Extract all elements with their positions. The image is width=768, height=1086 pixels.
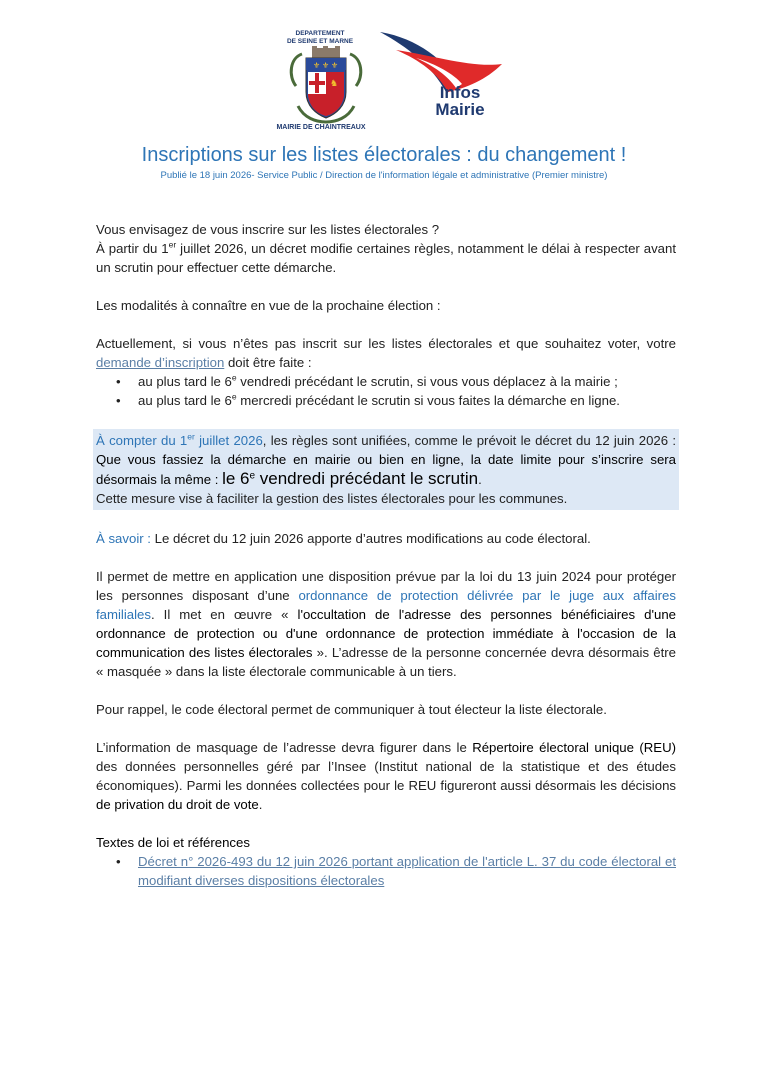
permet-paragraph	[96, 567, 676, 681]
actuel-paragraph	[96, 334, 676, 372]
textes-heading: Textes de loi et références	[96, 835, 250, 850]
department-label	[270, 30, 370, 46]
highlight-deadline-sup: e	[249, 470, 256, 482]
highlight-box	[93, 429, 679, 510]
modalites-paragraph: Les modalités à connaître en vue de la prochaine élection :	[96, 298, 441, 313]
bullet-text-b: mercredi précédant le scrutin si vous faites la démarche en ligne.	[236, 393, 620, 408]
header	[0, 0, 768, 140]
logo-line-1: Infos	[439, 83, 481, 102]
infos-mairie-wordmark	[420, 84, 500, 118]
bullet-sup: e	[231, 372, 237, 383]
logo-line-2: Mairie	[435, 100, 485, 119]
masquage-text-c: des données personnelles géré par l’Insee (Institut national de la statistique et des études économiques). Parmi les données collectées pour le REU figureront aussi désormais les décisions	[96, 759, 676, 793]
mairie-name: MAIRIE DE CHAINTREAUX	[276, 124, 366, 131]
highlight-date-a: À compter du 1	[96, 433, 188, 448]
bullet-list	[96, 372, 676, 410]
svg-text:♞: ♞	[330, 79, 339, 89]
rappel-paragraph: Pour rappel, le code électoral permet de communiquer à tout électeur la liste électorale.	[96, 702, 607, 717]
masquage-text-a: L’information de masquage de l’adresse devra figurer dans le	[96, 740, 473, 755]
highlight-text-h: Cette mesure vise à faciliter la gestion des listes électorales pour les communes.	[96, 491, 568, 506]
references-list	[96, 852, 676, 890]
highlight-period: .	[478, 472, 482, 487]
actuel-text-a: Actuellement, si vous n’êtes pas inscrit sur les listes électorales et que souhaitez voter, votre	[96, 336, 676, 351]
page-title: Inscriptions sur les listes électorales : du changement !	[141, 144, 627, 166]
intro-question: Vous envisagez de vous inscrire sur les listes électorales ?	[96, 222, 440, 237]
demande-inscription-link[interactable]: demande d’inscription	[96, 355, 225, 370]
article-body	[96, 220, 676, 890]
highlight-deadline-b: vendredi précédant le scrutin	[255, 469, 479, 488]
highlight-text-d: Que vous fassiez la démarche en mairie ou bien en ligne, la date limite pour s’inscrire sera désormais la même :	[96, 452, 676, 487]
bullet-text-b: vendredi précédant le scrutin, si vous vous déplacez à la mairie ;	[236, 374, 618, 389]
svg-text:⚜: ⚜	[331, 61, 339, 70]
savoir-label: À savoir :	[96, 531, 151, 546]
svg-text:⚜: ⚜	[322, 61, 330, 70]
list-item	[138, 852, 676, 890]
list-item	[138, 391, 676, 410]
intro-paragraph	[96, 239, 676, 277]
reu-text: Répertoire électoral unique (REU)	[472, 740, 676, 755]
bullet-sup: e	[231, 391, 237, 402]
intro-text-a: À partir du 1	[96, 241, 169, 256]
decret-link[interactable]: Décret n° 2026-493 du 12 juin 2026 portant application de l'article L. 37 du code électoral et modifiant diverses dispositions électorales	[138, 854, 676, 888]
permet-text-a: Il permet de mettre en application une disposition prévue par la loi du 13 juin 2024 pour protéger les personnes disposant d’une	[96, 569, 676, 603]
highlight-deadline-a: le 6	[222, 469, 250, 488]
dept-line-1: DEPARTEMENT	[295, 30, 345, 37]
permet-text-e: ». L’adresse de la personne concernée devra désormais être « masquée » dans la liste électorale communicable à un tiers.	[96, 645, 676, 679]
highlight-date-sup: er	[187, 431, 195, 442]
permet-occultation-text: l'occultation de l'adresse des personnes bénéficiaires d'une ordonnance de protection ou d'une ordonnance de protection immédiate à l'occasion de la communication des listes électorales	[96, 607, 676, 660]
savoir-paragraph	[96, 529, 676, 548]
highlight-date-b: juillet 2026	[194, 433, 263, 448]
savoir-text: Le décret du 12 juin 2026 apporte d’autres modifications au code électoral.	[150, 531, 591, 546]
bullet-text-a: au plus tard le 6	[138, 393, 232, 408]
masquage-text-e: .	[258, 797, 263, 812]
highlight-text-c: , les règles sont unifiées, comme le prévoit le décret du 12 juin 2026 :	[262, 433, 677, 448]
svg-text:⚜: ⚜	[313, 61, 321, 70]
intro-sup: er	[168, 239, 177, 250]
dept-line-2: DE SEINE ET MARNE	[286, 38, 354, 45]
permet-ordonnance-text: ordonnance de protection délivrée par le juge aux affaires familiales	[96, 588, 676, 622]
permet-text-c: . Il met en œuvre «	[150, 607, 298, 622]
coat-of-arms-icon	[286, 46, 366, 124]
privation-text: de privation du droit de vote	[96, 797, 259, 812]
masquage-paragraph	[96, 738, 676, 814]
intro-text-b: juillet 2026, un décret modifie certaines règles, notamment le délai à respecter avant un scrutin pour effectuer cette démarche.	[96, 241, 676, 275]
bullet-text-a: au plus tard le 6	[138, 374, 232, 389]
actuel-text-b: doit être faite :	[224, 355, 312, 370]
list-item	[138, 372, 676, 391]
page-subtitle: Publié le 18 juin 2026- Service Public / Direction de l'information légale et administrative (Premier ministre)	[160, 170, 608, 181]
